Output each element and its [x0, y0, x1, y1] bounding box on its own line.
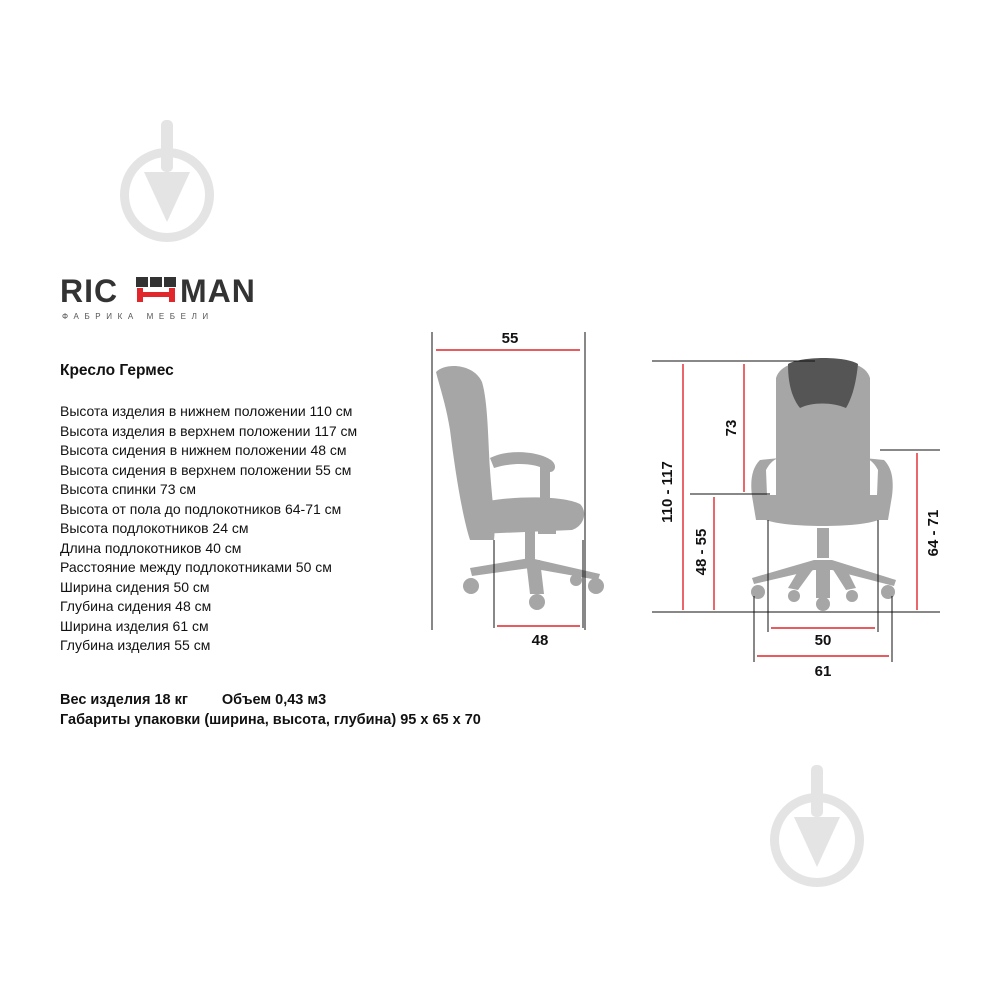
spec-item: Высота от пола до подлокотников 64-71 см: [60, 500, 342, 517]
svg-text:MAN: MAN: [180, 273, 256, 309]
spec-item: Высота сидения в нижнем положении 48 см: [60, 442, 347, 458]
spec-item: Высота спинки 73 см: [60, 481, 197, 497]
dim-side-seat-depth: 48: [531, 632, 549, 649]
spec-item: Глубина сидения 48 см: [60, 598, 212, 614]
spec-item: Ширина изделия 61 см: [60, 617, 209, 634]
brand-tagline: ФАБРИКА МЕБЕЛИ: [62, 312, 214, 321]
footer-weight: Вес изделия 18 кг: [60, 692, 188, 708]
spec-item: Высота изделия в нижнем положении 110 см: [60, 403, 353, 419]
dim-front-total-height: 110 - 117: [659, 461, 676, 523]
svg-text:RIC: RIC: [60, 273, 119, 309]
dim-front-armrest-height: 64 - 71: [925, 509, 942, 557]
spec-item: Длина подлокотников 40 см: [60, 539, 242, 556]
dim-front-total-width: 61: [814, 663, 832, 680]
spec-item: Высота изделия в верхнем положении 117 см: [60, 422, 358, 439]
spec-item: Расстояние между подлокотниками 50 см: [60, 559, 332, 575]
spec-item: Высота сидения в верхнем положении 55 см: [60, 461, 352, 478]
side-view-chair: [436, 366, 604, 610]
spec-item: Ширина сидения 50 см: [60, 578, 210, 595]
front-view-chair: [751, 358, 896, 611]
dim-front-seat-height: 48 - 55: [693, 528, 710, 576]
dim-front-seat-width: 50: [814, 632, 832, 649]
dim-side-depth-total: 55: [501, 330, 519, 347]
product-title: Кресло Гермес: [60, 362, 174, 379]
spec-item: Глубина изделия 55 см: [60, 637, 211, 653]
footer-package: Габариты упаковки (ширина, высота, глубина) 95 х 65 х 70: [60, 712, 481, 728]
dim-front-back-height: 73: [723, 419, 740, 437]
spec-item: Высота подлокотников 24 см: [60, 520, 249, 536]
footer-volume: Объем 0,43 м3: [221, 692, 327, 708]
